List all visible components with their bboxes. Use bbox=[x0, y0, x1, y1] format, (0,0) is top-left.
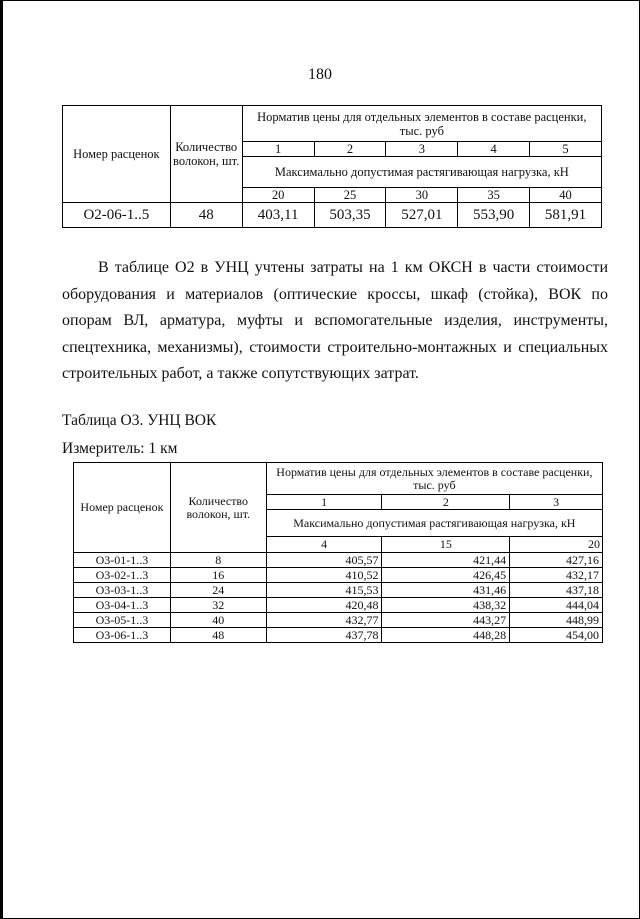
load-value: 15 bbox=[382, 537, 510, 553]
table-o2 bbox=[62, 105, 602, 228]
load-value: 25 bbox=[314, 188, 386, 203]
table-row bbox=[74, 598, 603, 613]
rate-code: О3-02-1..3 bbox=[74, 568, 171, 583]
rate-code: О3-03-1..3 bbox=[74, 583, 171, 598]
load-value: 35 bbox=[458, 188, 530, 203]
element-number: 4 bbox=[458, 142, 530, 157]
price-value: 454,00 bbox=[510, 628, 603, 643]
body-paragraph: В таблице О2 в УНЦ учтены затраты на 1 км ОКСН в части стоимости оборудования и материалов (оптические кроссы, шкаф (стойка), ВОК по опорам ВЛ, арматура, муфты и вспомогательные изделия, инструменты, спецтехника, механизмы), стоимости строительно-монтажных и специальных строительных работ, а также сопутствующих затрат. bbox=[62, 259, 608, 382]
element-number: 3 bbox=[386, 142, 458, 157]
fiber-count: 32 bbox=[170, 598, 266, 613]
header-load: Максимально допустимая растягивающая нагрузка, кН bbox=[242, 157, 601, 188]
price-value: 448,28 bbox=[382, 628, 510, 643]
price-value: 427,16 bbox=[510, 553, 603, 568]
fiber-count: 8 bbox=[170, 553, 266, 568]
element-number: 1 bbox=[266, 495, 382, 510]
price-value: 432,77 bbox=[266, 613, 382, 628]
rate-code: О3-04-1..3 bbox=[74, 598, 171, 613]
price-value: 415,53 bbox=[266, 583, 382, 598]
price-value: 420,48 bbox=[266, 598, 382, 613]
header-fiber-count: Количество волокон, шт. bbox=[170, 463, 266, 553]
page-number: 180 bbox=[308, 66, 332, 83]
load-value: 30 bbox=[386, 188, 458, 203]
measure-unit: Измеритель: 1 км bbox=[62, 440, 178, 457]
fiber-count: 24 bbox=[170, 583, 266, 598]
element-number: 2 bbox=[314, 142, 386, 157]
price-value: 421,44 bbox=[382, 553, 510, 568]
load-value: 4 bbox=[266, 537, 382, 553]
price-value: 581,91 bbox=[530, 203, 602, 228]
element-number: 2 bbox=[382, 495, 510, 510]
price-value: 405,57 bbox=[266, 553, 382, 568]
header-rate-number: Номер расценок bbox=[74, 463, 171, 553]
element-number: 5 bbox=[530, 142, 602, 157]
fiber-count: 16 bbox=[170, 568, 266, 583]
price-value: 443,27 bbox=[382, 613, 510, 628]
price-value: 432,17 bbox=[510, 568, 603, 583]
price-value: 410,52 bbox=[266, 568, 382, 583]
price-value: 426,45 bbox=[382, 568, 510, 583]
table-row bbox=[74, 613, 603, 628]
table-o3-caption: Таблица О3. УНЦ ВОК bbox=[62, 412, 217, 429]
table-o3 bbox=[73, 462, 603, 643]
header-fiber-count: Количество волокон, шт. bbox=[170, 106, 242, 203]
price-value: 437,78 bbox=[266, 628, 382, 643]
table-row bbox=[74, 583, 603, 598]
load-value: 20 bbox=[510, 537, 603, 553]
table-row bbox=[63, 203, 602, 228]
price-value: 438,32 bbox=[382, 598, 510, 613]
fiber-count: 48 bbox=[170, 203, 242, 228]
header-norm: Норматив цены для отдельных элементов в составе расценки, тыс. руб bbox=[266, 463, 602, 495]
price-value: 448,99 bbox=[510, 613, 603, 628]
fiber-count: 48 bbox=[170, 628, 266, 643]
price-value: 437,18 bbox=[510, 583, 603, 598]
header-norm: Норматив цены для отдельных элементов в составе расценки, тыс. руб bbox=[242, 106, 601, 142]
price-value: 503,35 bbox=[314, 203, 386, 228]
table-row bbox=[74, 553, 603, 568]
rate-code: О2-06-1..5 bbox=[63, 203, 171, 228]
table-row bbox=[74, 568, 603, 583]
header-load: Максимально допустимая растягивающая нагрузка, кН bbox=[266, 510, 602, 537]
rate-code: О3-05-1..3 bbox=[74, 613, 171, 628]
price-value: 553,90 bbox=[458, 203, 530, 228]
price-value: 527,01 bbox=[386, 203, 458, 228]
load-value: 40 bbox=[530, 188, 602, 203]
fiber-count: 40 bbox=[170, 613, 266, 628]
price-value: 444,04 bbox=[510, 598, 603, 613]
element-number: 3 bbox=[510, 495, 603, 510]
header-rate-number: Номер расценок bbox=[63, 106, 171, 203]
price-value: 403,11 bbox=[242, 203, 314, 228]
table-row bbox=[74, 628, 603, 643]
price-value: 431,46 bbox=[382, 583, 510, 598]
rate-code: О3-06-1..3 bbox=[74, 628, 171, 643]
load-value: 20 bbox=[242, 188, 314, 203]
rate-code: О3-01-1..3 bbox=[74, 553, 171, 568]
element-number: 1 bbox=[242, 142, 314, 157]
